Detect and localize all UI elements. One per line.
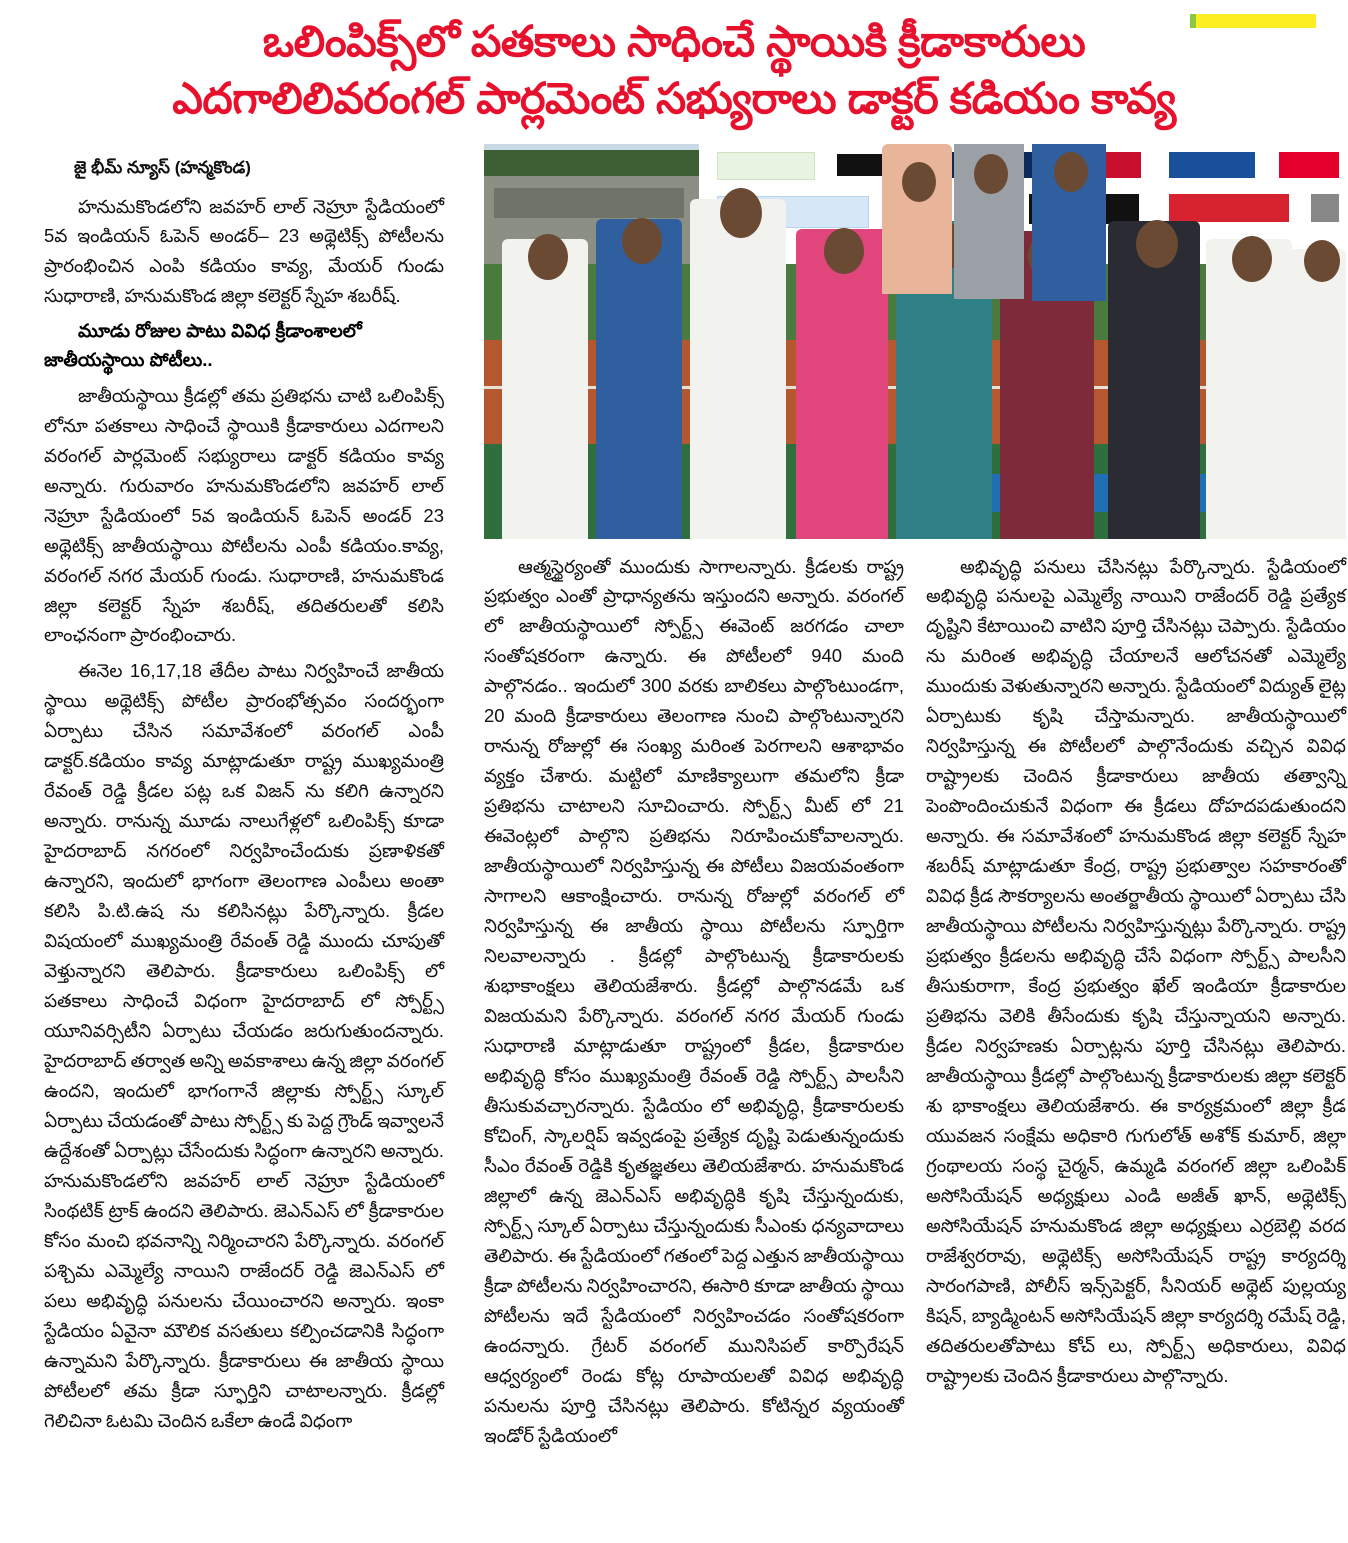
headline-line-2: ఎదగాలిలివరంగల్ పార్లమెంట్ సభ్యురాలు డాక్టర్ కడియం కావ్య <box>172 74 1176 123</box>
byline: జై భీమ్ న్యూస్ (హన్మకొండ) <box>74 157 251 177</box>
person <box>1290 249 1346 539</box>
paragraph: హనుమకొండలోని జవహర్ లాల్ నెహ్రూ స్టేడియంలో 5వ ఇండియన్ ఓపెన్ అండర్– 23 అథ్లెటిక్స్ పోటీలను ప్రారంభించిన ఎంపి కడియం కావ్య, మేయర్ గుండు సుధారాణి, హనుమకొండ జిల్లా కలెక్టర్ స్నేహ శబరీష్. <box>44 195 444 307</box>
person-head <box>974 154 1008 194</box>
headline-line-1: ఒలింపిక్స్‌లో పతకాలు సాధించే స్థాయికి క్రీడాకారులు <box>262 18 1086 66</box>
logo-indian-athletics <box>717 152 815 180</box>
person <box>796 229 888 539</box>
logo-indian-athletics-2 <box>1169 152 1255 178</box>
person-head <box>1304 240 1340 282</box>
column-left <box>44 144 444 1442</box>
logo-hsbc <box>1279 152 1339 178</box>
logo-red-panel <box>1169 194 1289 222</box>
person-head <box>902 162 936 202</box>
logo-small-panel <box>1311 194 1339 222</box>
person-head <box>622 218 662 264</box>
article-photo <box>484 144 1346 539</box>
person <box>1206 239 1292 539</box>
person <box>502 239 588 539</box>
newspaper-page <box>0 14 1348 1543</box>
person-head <box>1054 152 1088 192</box>
person-head <box>528 234 568 280</box>
top-accent-strip <box>1190 14 1316 28</box>
person-head <box>720 188 762 238</box>
column-middle <box>484 552 904 1457</box>
paragraph: అభివృద్ధి పనులు చేసినట్లు పేర్కొన్నారు. స్టేడియంలో అభివృద్ధి పనులపై ఎమ్మెల్యే నాయిని రాజేందర్ రెడ్డి ప్రత్యేక దృష్టిని కేటాయించి వాటిని పూర్తి చేసినట్లు చెప్పారు. స్టేడియం ను మరింత అభివృద్ధి చేయాలనే ఆలోచనతో ఎమ్మెల్యే ముందుకు వెళుతున్నారని అన్నారు. స్టేడియంలో విద్యుత్ లైట్ల ఏర్పాటుకు కృషి చేస్తామన్నారు. జాతీయస్థాయిలో నిర్వహిస్తున్న ఈ పోటీలలో పాల్గొనేందుకు వచ్చిన వివిధ రాష్ట్రాలకు చెందిన క్రీడాకారులు జాతీయ తత్వాన్ని పెంపొందించుకునే విధంగా ఈ క్రీడలు దోహదపడుతుందని అన్నారు. ఈ సమావేశంలో హనుమకొండ జిల్లా కలెక్టర్ స్నేహ శబరీష్ మాట్లాడుతూ కేంద్ర, రాష్ట్ర ప్రభుత్వాల సహకారంతో వివిధ క్రీడ సౌకర్యాలను అంతర్జాతీయ స్థాయిలో ఏర్పాటు చేసి జాతీయస్థాయి పోటీలను నిర్వహిస్తున్నట్లు పేర్కొన్నారు. రాష్ట్ర ప్రభుత్వం క్రీడలను అభివృద్ధి చేసే విధంగా స్పోర్ట్స్ పాలసీని తీసుకురాగా, కేంద్ర ప్రభుత్వం ఖేల్ ఇండియా క్రీడాకారుల ప్రతిభను వెలికి తీసేందుకు కృషి చేస్తున్నాయని అన్నారు. క్రీడల నిర్వహణకు ఏర్పాట్లను పూర్తి చేసినట్లు తెలిపారు. జాతీయస్థాయి క్రీడల్లో పాల్గొంటున్న క్రీడాకారులకు జిల్లా కలెక్టర్ శు భాకాంక్షలు తెలియజేశారు. ఈ కార్యక్రమంలో జిల్లా క్రీడ యువజన సంక్షేమ అధికారి గుగులోత్ అశోక్ కుమార్, జిల్లా గ్రంథాలయ సంస్థ చైర్మన్, ఉమ్మడి వరంగల్ జిల్లా ఒలింపిక్ అసోసియేషన్ అధ్యక్షులు ఎండి అజీత్ ఖాన్, అథ్లెటిక్స్ అసోసియేషన్ హనుమకొండ జిల్లా అధ్యక్షులు ఎర్రబెల్లి వరద రాజేశ్వరరావు, అథ్లెటిక్స్ అసోసియేషన్ రాష్ట్ర కార్యదర్శి సారంగపాణి, పోలీస్ ఇన్స్‌పెక్టర్, సీనియర్ అథ్లెట్ పుల్లయ్య కిషన్, బ్యాడ్మింటన్ అసోసియేషన్ జిల్లా కార్యదర్శి రమేష్ రెడ్డి, తదితరులతోపాటు కోచ్ లు, స్పోర్ట్స్ అధికారులు, వివిధ రాష్ట్రాలకు చెందిన క్రీడాకారులు పాల్గొన్నారు. <box>926 555 1346 1386</box>
column-right <box>926 552 1346 1397</box>
person <box>690 199 786 539</box>
background-trees <box>484 150 699 176</box>
photo-scene <box>484 144 1346 539</box>
subheading: మూడు రోజుల పాటు వివిధ క్రీడాంశాలలో జాతీయస్థాయి పోటీలు.. <box>44 320 362 371</box>
article-body <box>22 144 1346 1524</box>
person-head <box>824 228 864 274</box>
person-head <box>1232 236 1272 282</box>
person <box>1108 221 1200 539</box>
page-title <box>22 14 1326 128</box>
person <box>596 219 682 539</box>
paragraph: ఆత్మస్థైర్యంతో ముందుకు సాగాలన్నారు. క్రీడలకు రాష్ట్ర ప్రభుత్వం ఎంతో ప్రాధాన్యతను ఇస్తుందని అన్నారు. వరంగల్ లో జాతీయస్థాయిలో స్పోర్ట్స్ ఈవెంట్ జరగడం చాలా సంతోషకరంగా ఉన్నారు. ఈ పోటీలలో 940 మంది పాల్గొనడం.. ఇందులో 300 వరకు బాలికలు పాల్గొంటుండగా, 20 మంది క్రీడాకారులు తెలంగాణ నుంచి పాల్గొంటున్నారని రానున్న రోజుల్లో ఈ సంఖ్య మరింత పెరగాలని ఆశాభావం వ్యక్తం చేశారు. మట్టిలో మాణిక్యాలుగా తమలోని క్రీడా ప్రతిభను చాటాలని సూచించారు. స్పోర్ట్స్ మీట్ లో 21 ఈవెంట్లలో పాల్గొని ప్రతిభను నిరూపించుకోవాలన్నారు. జాతీయస్థాయిలో నిర్వహిస్తున్న ఈ పోటీలు విజయవంతంగా సాగాలని ఆకాంక్షించారు. రానున్న రోజుల్లో వరంగల్ లో నిర్వహిస్తున్న ఈ జాతీయ స్థాయి పోటీలను స్ఫూర్తిగా నిలవాలన్నారు . క్రీడల్లో పాల్గొంటున్న క్రీడాకారులకు శుభాకాంక్షలు తెలియజేశారు. క్రీడల్లో పాల్గొనడమే ఒక విజయమని పేర్కొన్నారు. వరంగల్ నగర మేయర్ గుండు సుధారాణి మాట్లాడుతూ రాష్ట్రంలో క్రీడల, క్రీడాకారుల అభివృద్ధి కోసం ముఖ్యమంత్రి రేవంత్ రెడ్డి స్పోర్ట్స్ పాలసీని తీసుకువచ్చారన్నారు. స్టేడియం లో అభివృద్ధి, క్రీడాకారులకు కోచింగ్, స్కాలర్షిప్ ఇవ్వడంపై ప్రత్యేక దృష్టి పెడుతున్నందుకు సీఎం రేవంత్ రెడ్డికి కృతజ్ఞతలు తెలియజేశారు. హనుమకొండ జిల్లాలో ఉన్న జెఎన్ఎస్ అభివృద్ధికి కృషి చేస్తున్నందుకు, స్పోర్ట్స్ స్కూల్ ఏర్పాటు చేస్తున్నందుకు సీఎంకు ధన్యవాదాలు తెలిపారు. ఈ స్టేడియంలో గతంలో పెద్ద ఎత్తున జాతీయస్థాయి క్రీడా పోటీలను నిర్వహించారని, ఈసారి కూడా జాతీయ స్థాయి పోటీలను ఇదే స్టేడియంలో నిర్వహించడం సంతోషకరంగా ఉందన్నారు. గ్రేటర్ వరంగల్ మునిసిపల్ కార్పొరేషన్ ఆధ్వర్యంలో రెండు కోట్ల రూపాయలతో వివిధ అభివృద్ధి పనులను పూర్తి చేసినట్లు తెలిపారు. కోటిన్నర వ్యయంతో ఇండోర్ స్టేడియంలో <box>484 555 904 1446</box>
person-head <box>1136 220 1178 268</box>
paragraph: జాతీయస్థాయి క్రీడల్లో తమ ప్రతిభను చాటి ఒలింపిక్స్ లోనూ పతకాలు సాధించే స్థాయికి క్రీడాకారులు ఎదగాలని వరంగల్ పార్లమెంట్ సభ్యురాలు డాక్టర్ కడియం కావ్య అన్నారు. గురువారం హనుమకొండలోని జవహర్ లాల్ నెహ్రూ స్టేడియంలో 5వ ఇండియన్ ఓపెన్ అండర్ 23 అథ్లెటిక్స్ జాతీయస్థాయి పోటీలను ఎంపీ కడియం.కావ్య, వరంగల్ నగర మేయర్ గుండు. సుధారాణి, హనుమకొండ జిల్లా కలెక్టర్ స్నేహ శబరీష్, తదితరులతో కలిసి లాంఛనంగా ప్రారంభించారు. <box>44 384 444 646</box>
paragraph: ఈనెల 16,17,18 తేదీల పాటు నిర్వహించే జాతీయ స్థాయి అథ్లెటిక్స్ పోటీల ప్రారంభోత్సవం సందర్భంగా ఏర్పాటు చేసిన సమావేశంలో వరంగల్ ఎంపీ డాక్టర్.కడియం కావ్య మాట్లాడుతూ రాష్ట్ర ముఖ్యమంత్రి రేవంత్ రెడ్డి క్రీడల పట్ల ఒక విజన్ ను కలిగి ఉన్నారని అన్నారు. రానున్న మూడు నాలుగేళ్లలో ఒలింపిక్స్ కూడా హైదరాబాద్ నగరంలో నిర్వహించేందుకు ప్రణాళికతో ఉన్నారని, ఇందులో భాగంగా తెలంగాణ ఎంపీలు అంతా కలిసి పి.టి.ఉష ను కలిసినట్లు పేర్కొన్నారు. క్రీడల విషయంలో ముఖ్యమంత్రి రేవంత్ రెడ్డి ముందు చూపుతో వెళ్తున్నారని తెలిపారు. క్రీడాకారులు ఒలింపిక్స్ లో పతకాలు సాధించే విధంగా హైదరాబాద్ లో స్పోర్ట్స్ యూనివర్సిటీని ఏర్పాటు చేయడం జరుగుతుందన్నారు. హైదరాబాద్ తర్వాత అన్ని అవకాశాలు ఉన్న జిల్లా వరంగల్ ఉందని, ఇందులో భాగంగానే జిల్లాకు స్పోర్ట్స్ స్కూల్ ఏర్పాటు చేయడంతో పాటు స్పోర్ట్స్ కు పెద్ద గ్రౌండ్ ఇవ్వాలనే ఉద్దేశంతో ఏర్పాట్లు చేసేందుకు సిద్ధంగా ఉన్నారని అన్నారు. హనుమకొండలోని జవహర్ లాల్ నెహ్రూ స్టేడియంలో సింథటిక్ ట్రాక్ ఉందని తెలిపారు. జెఎన్ఎస్ లో క్రీడాకారుల కోసం మంచి భవనాన్ని నిర్మించారని పేర్కొన్నారు. వరంగల్ పశ్చిమ ఎమ్మెల్యే నాయిని రాజేందర్ రెడ్డి జెఎన్ఎస్ లో పలు అభివృద్ధి పనులను చేయించారని అన్నారు. ఇంకా స్టేడియం ఏవైనా మౌలిక వసతులు కల్పించడానికి సిద్ధంగా ఉన్నామని పేర్కొన్నారు. క్రీడాకారులు ఈ జాతీయ స్థాయి పోటీలలో తమ క్రీడా స్ఫూర్తిని చాటాలన్నారు. క్రీడల్లో గెలిచినా ఓటమి చెందిన ఒకేలా ఉండే విధంగా <box>44 660 444 1431</box>
